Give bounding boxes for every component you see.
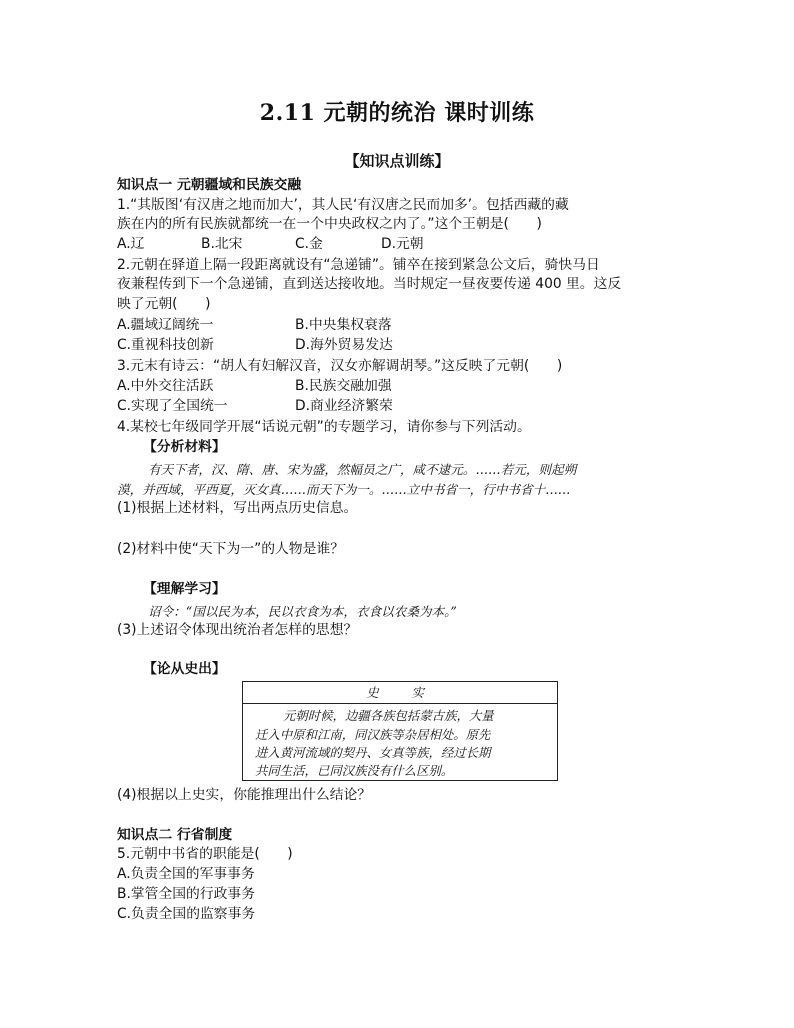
question-3-option-c: C.实现了全国统一: [117, 398, 228, 414]
question-2-option-d: D.海外贸易发达: [295, 337, 393, 353]
question-4-sub-3: (3)上述诏令体现出统治者怎样的思想？: [117, 622, 358, 638]
question-2-line-2: 夜兼程传到下一个急递铺，直到送达接收地。当时规定一昼夜要传递 400 里。这反: [117, 276, 622, 292]
edict-text: 诏令：“国以民为本，民以衣食为本，衣食以农桑为本。”: [148, 604, 457, 619]
question-5-line-1: 5.元朝中书省的职能是( ): [117, 846, 293, 862]
document-title: 2.11 元朝的统治 课时训练: [259, 100, 535, 126]
question-1-line-2: 族在内的所有民族就都统一在一个中央政权之内了。”这个王朝是( ): [117, 216, 542, 232]
question-4-sub-2: (2)材料中使“天下为一”的人物是谁？: [117, 541, 344, 557]
question-1-option-d: D.元朝: [381, 236, 424, 252]
question-4-line-1: 4.某校七年级同学开展“话说元朝”的专题学习，请你参与下列活动。: [117, 419, 531, 435]
question-3-line-1: 3.元末有诗云：“胡人有妇解汉音，汉女亦解调胡琴。”这反映了元朝( ): [117, 358, 563, 374]
box-text-line-4: 共同生活，已同汉族没有什么区别。: [255, 763, 454, 778]
question-1-line-1: 1.“其版图‘有汉唐之地而加大’，其人民‘有汉唐之民而加多’。包括西藏的藏: [117, 197, 569, 213]
question-1-option-a: A.辽: [117, 236, 145, 252]
material-heading: 【分析材料】: [143, 439, 226, 455]
box-text-line-1: 元朝时候，边疆各族包括蒙古族，大量: [283, 708, 494, 723]
question-5-option-c: C.负责全国的监察事务: [117, 906, 256, 922]
question-3-option-d: D.商业经济繁荣: [295, 398, 393, 414]
box-title: 史 实: [243, 682, 557, 704]
question-4-sub-1: (1)根据上述材料，写出两点历史信息。: [117, 500, 358, 516]
material-text-line-2: 漠，并西域，平西夏，灭女真……而天下为一。……立中书省一，行中书省十……: [117, 482, 571, 497]
question-1-option-c: C.金: [295, 236, 323, 252]
understand-heading: 【理解学习】: [143, 581, 226, 597]
question-2-option-b: B.中央集权衰落: [295, 317, 392, 333]
section-heading: 【知识点训练】: [344, 152, 450, 170]
knowledge-point-1-heading: 知识点一 元朝疆域和民族交融: [117, 177, 302, 193]
question-2-line-1: 2.元朝在驿道上隔一段距离就设有“急递铺”。铺卒在接到紧急公文后，骑快马日: [117, 257, 600, 273]
question-1-option-b: B.北宋: [201, 236, 243, 252]
history-heading: 【论从史出】: [143, 661, 226, 677]
question-2-option-a: A.疆域辽阔统一: [117, 317, 214, 333]
historical-fact-box: [242, 681, 558, 781]
question-2-line-3: 映了元朝( ): [117, 296, 211, 312]
knowledge-point-2-heading: 知识点二 行省制度: [117, 827, 233, 843]
question-3-option-b: B.民族交融加强: [295, 378, 392, 394]
question-4-sub-4: (4)根据以上史实，你能推理出什么结论？: [117, 787, 372, 803]
material-text-line-1: 有天下者，汉、隋、唐、宋为盛，然幅员之广，咸不逮元。……若元，则起朔: [148, 462, 577, 477]
box-text-line-3: 进入黄河流域的契丹、女真等族，经过长期: [255, 745, 491, 760]
question-5-option-b: B.掌管全国的行政事务: [117, 886, 256, 902]
box-text-line-2: 迁入中原和江南，同汉族等杂居相处。原先: [255, 727, 491, 742]
question-5-option-a: A.负责全国的军事事务: [117, 866, 255, 882]
question-3-option-a: A.中外交往活跃: [117, 378, 214, 394]
question-2-option-c: C.重视科技创新: [117, 337, 214, 353]
